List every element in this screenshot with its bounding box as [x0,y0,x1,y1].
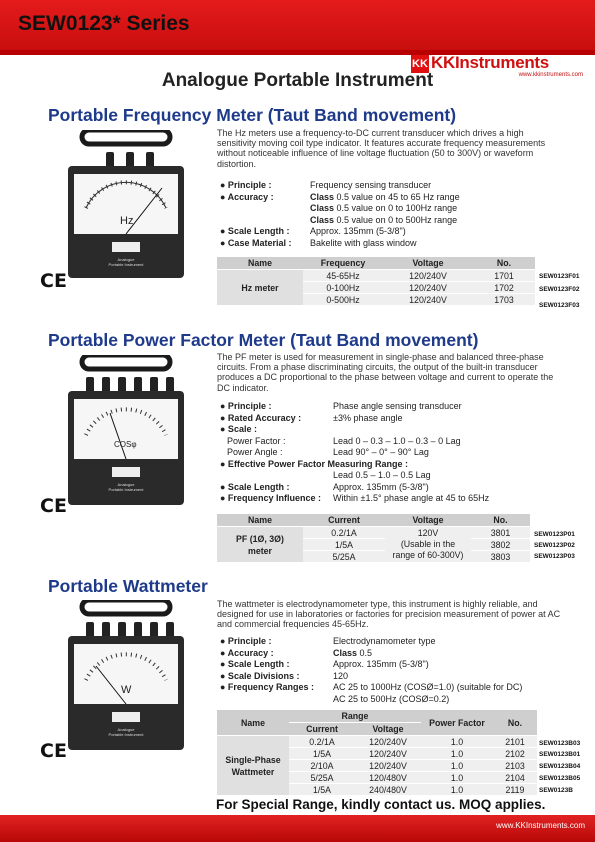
table-row: 5/25A 3803 [217,551,530,563]
product-code: SEW0123P01 [534,531,575,538]
product-code: SEW0123P03 [534,553,575,560]
ce-mark: CE [40,495,67,517]
product-code: SEW0123B01 [539,751,581,758]
product-code: SEW0123P02 [534,542,575,549]
svg-text:Analogue: Analogue [117,727,135,732]
power-factor-meter-image [62,355,190,507]
svg-text:Analogue: Analogue [117,482,135,487]
wattmeter-image [62,600,190,752]
table-row: 5/25A 120/480V 1.0 2104 [217,772,537,784]
product-code: SEW0123B [539,787,573,794]
footer-bar [0,815,595,842]
table-row: Hz meter 45-65Hz 120/240V 1701 [217,270,535,282]
svg-text:Portable Instrument: Portable Instrument [108,487,144,492]
dial-unit-w: W [121,684,132,696]
frequency-description: The Hz meters use a frequency-to-DC current transducer which drives a high sensitivity moving coil type indicator. It features accurate frequency measurements without noticeable influence of line voltage fluctuation (50 to 300V) or waveform distortion. [217,128,546,169]
svg-text:Portable Instrument: Portable Instrument [108,732,144,737]
svg-text:Portable Instrument: Portable Instrument [108,262,144,267]
brand-url: www.kkinstruments.com [518,72,583,78]
svg-text:Analogue: Analogue [117,257,135,262]
ce-mark: CE [40,270,67,292]
page-title: Analogue Portable Instrument [161,70,434,91]
frequency-table: Name Frequency Voltage No. Hz meter 45-65Hz 120/240V 1701 0-100Hz 120/240V 1702 0-500Hz 120/240V 1703 [217,257,535,306]
product-code: SEW0123B03 [539,740,581,747]
section-title-power-factor: Portable Power Factor Meter (Taut Band movement) [48,330,479,350]
section-title-frequency: Portable Frequency Meter (Taut Band movement) [48,105,457,125]
table-row: 1/5A 120/240V 1.0 2102 [217,748,537,760]
table-row: Single-Phase Wattmeter 0.2/1A 120/240V 1.0 2101 [217,736,537,748]
frequency-meter-image [62,130,190,280]
table-row: 1/5A 3802 [217,539,530,551]
series-title: SEW0123* Series [18,12,190,35]
section-title-wattmeter: Portable Wattmeter [48,576,208,596]
product-code: SEW0123F03 [539,302,580,309]
table-row: 0-100Hz 120/240V 1702 [217,282,535,294]
product-code: SEW0123B05 [539,775,581,782]
table-row: 2/10A 120/240V 1.0 2103 [217,760,537,772]
dial-unit-cos: COSφ [114,440,137,449]
table-row: PF (1Ø, 3Ø) meter 0.2/1A 120V (Usable in the range of 60-300V) 3801 [217,527,530,539]
footer-url[interactable]: www.KKInstruments.com [496,821,585,830]
dial-unit-hz: Hz [120,215,134,227]
ce-mark: CE [40,740,67,762]
power-factor-description: The PF meter is used for measurement in single-phase and balanced three-phase circuits. From a phase discriminating circuits, the output of the built-in transducer produces a DC proportional to the phase between voltage and current to operate the DC indicator. [217,352,554,393]
product-code: SEW0123B04 [539,763,581,770]
product-code: SEW0123F01 [539,273,580,280]
wattmeter-table: Name Range Power Factor No. Current Voltage Single-Phase Wattmeter 0.2/1A 120/240V 1.0 2101 1/5A 120/240V 1.0 2102 2/10A 120/240V 1.0 2103 5/25A 120/480V 1.0 2104 1/5A 240/480V 1.0 2119 [217,710,537,796]
kk-logo-icon: KK [411,55,429,73]
brand-name: KKInstruments [431,53,549,72]
table-row: 1/5A 240/480V 1.0 2119 [217,784,537,796]
wattmeter-description: The wattmeter is electrodynamometer type, this instrument is highly reliable, and designed for use in laboratories or factories for precision measurement of power at AC and commercial frequencies 45-65Hz. [217,599,561,630]
header-bar [0,0,595,50]
special-range-note: For Special Range, kindly contact us. MOQ applies. [216,797,546,812]
table-row: 0-500Hz 120/240V 1703 [217,294,535,306]
power-factor-table: Name Current Voltage No. PF (1Ø, 3Ø) meter 0.2/1A 120V (Usable in the range of 60-300V) 3801 1/5A 3802 5/25A 3803 [217,514,530,563]
product-code: SEW0123F02 [539,286,580,293]
